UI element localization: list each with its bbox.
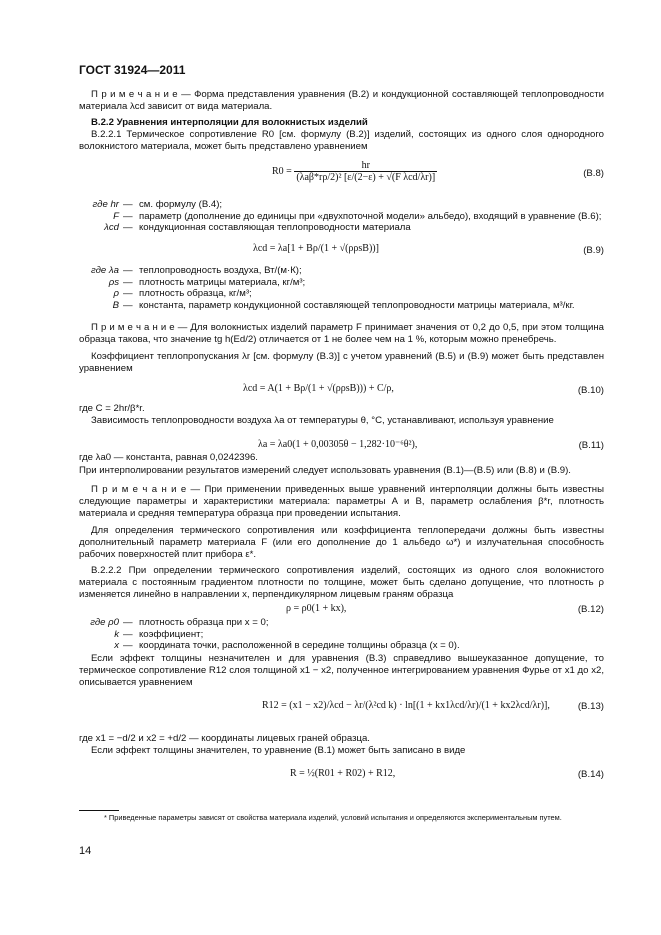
equation-b12: ρ = ρ0(1 + kx), — [286, 603, 347, 614]
page-number: 14 — [79, 845, 92, 857]
eq8-lhs: R0 = — [272, 165, 292, 177]
paragraph-interpolation: При интерполировании результатов измерений следует использовать уравнения (В.1)—(В.5) или (В.8) и (В.9). — [79, 465, 571, 476]
definitions-3: где ρ0 — плотность образца при x = 0; k — коэффициент; x — координата точки, расположенной в середине толщины образца (x = 0). — [79, 617, 619, 652]
def-sym: ρ — [113, 288, 119, 299]
def-text: константа, параметр кондукционной составляющей теплопроводности матрицы материала, м³/кг. — [139, 299, 575, 311]
section-title: В.2.2 Уравнения интерполяции для волокнистых изделий — [91, 117, 368, 128]
equation-b11: λa = λa0(1 + 0,00305θ − 1,282·10⁻⁶θ²), — [258, 439, 418, 450]
def-text: кондукционная составляющая теплопроводности материала — [139, 222, 411, 233]
eq8-denominator: (λaβ*rρ/2)² [ε/(2−ε) + √(F λcd/λr)] — [296, 172, 436, 183]
paragraph-thin: Если эффект толщины незначителен и для уравнения (В.3) справедливо вышеуказанное допущение, то термическое сопротивление R12 слоя толщиной x1 − x2, полученное интегрированием уравнения Фурье от x1 до x2, описывается уравнением — [79, 653, 604, 688]
paragraph-determination: Для определения термического сопротивления или коэффициента теплопередачи должны быть известны дополнительный параметр материала F (или его дополнение до 1 альбедо ω*) и излучательная способность рабочих поверхностей плит прибора ε*. — [79, 525, 604, 560]
paragraph-b222: В.2.2.2 При определении термического сопротивления изделий, состоящих из одного слоя волокнистого материала с постоянным градиентом плотности по толщине, может быть сделано допущение, что плотность ρ изменяется линейно в направлении x, перпендикулярном лицевым граням образца — [79, 565, 604, 600]
equation-b13: R12 = (x1 − x2)/λcd − λr/(λ²cd k) · ln[(1 + kx1λcd/λr)/(1 + kx2λcd/λr)], — [262, 700, 550, 711]
definitions-2: где λa — теплопроводность воздуха, Вт/(м·К); ρs — плотность матрицы материала, кг/м³; ρ — плотность образца, кг/м³; B — константа, параметр кондукционной составляющей теплопроводности матрицы материала, м³/кг. — [79, 265, 619, 311]
eq8-fraction — [294, 160, 437, 183]
def-sym: λcd — [104, 222, 119, 233]
paragraph-b221: В.2.2.1 Термическое сопротивление R0 [см. формулу (В.2)] изделий, состоящих из одного слоя однородного волокнистого материала, может быть представлено уравнением — [79, 129, 604, 152]
definitions-1: где hr — см. формулу (В.4); F — параметр (дополнение до единицы при «двухпоточной модели» альбедо), входящий в уравнение (В.6); λcd — кондукционная составляющая теплопроводности материала — [79, 199, 619, 234]
def-sym: k — [114, 628, 119, 640]
note-1: П р и м е ч а н и е — Форма представления уравнения (В.2) и кондукционной составляющей теплопроводности материала λcd зависит от вида материала. — [79, 89, 604, 112]
where-x: где x1 = −d/2 и x2 = +d/2 — координаты лицевых граней образца. — [79, 733, 370, 744]
def-text: плотность образца при x = 0; — [139, 617, 269, 628]
equation-b10-label: (В.10) — [577, 385, 604, 396]
note-3: П р и м е ч а н и е — При применении приведенных выше уравнений интерполяции должны быть известны следующие параметры и характеристики материала: параметры А и В, параметр ослабления β*r, плотность материала и средняя температура образца при проведении испытания. — [79, 484, 604, 519]
equation-b9-label: (В.9) — [583, 245, 604, 256]
def-text: см. формулу (В.4); — [139, 199, 223, 210]
def-sym: где hr — [92, 199, 119, 210]
paragraph-coefficient: Коэффициент теплопропускания λr [см. формулу (В.3)] с учетом уравнений (В.5) и (В.9) может быть представлен уравнением — [79, 351, 604, 374]
def-text: плотность образца, кг/м³; — [139, 288, 252, 299]
def-sym: B — [112, 299, 119, 311]
equation-b14-label: (В.14) — [577, 769, 604, 780]
equation-b8-label: (В.8) — [583, 168, 604, 179]
equation-b8 — [272, 160, 437, 183]
def-text: теплопроводность воздуха, Вт/(м·К); — [139, 265, 302, 276]
def-text: параметр (дополнение до единицы при «двухпоточной модели» альбедо), входящий в уравнение (В.6); — [139, 210, 602, 222]
def-sym: x — [114, 640, 119, 651]
footnote: * Приведенные параметры зависят от свойства материала изделий, условий испытания и определяются экспериментальным путем. — [104, 813, 562, 822]
equation-b14: R = ½(R01 + R02) + R12, — [290, 768, 396, 779]
where-c: где C = 2hr/β*r. — [79, 403, 145, 414]
def-text: плотность матрицы материала, кг/м³; — [139, 276, 306, 288]
def-sym: ρs — [108, 276, 119, 288]
equation-b13-label: (В.13) — [577, 701, 604, 712]
paragraph-air: Зависимость теплопроводности воздуха λa от температуры θ, °С, устанавливают, используя уравнение — [91, 415, 554, 426]
def-text: коэффициент; — [139, 628, 204, 640]
document-header: ГОСТ 31924—2011 — [79, 63, 186, 77]
equation-b12-label: (В.12) — [577, 604, 604, 615]
where-la0: где λa0 — константа, равная 0,0242396. — [79, 452, 258, 463]
equation-b9: λcd = λa[1 + Bρ/(1 + √(ρρsB))] — [253, 243, 379, 254]
footnote-divider — [79, 810, 119, 811]
equation-b11-label: (В.11) — [578, 440, 604, 451]
paragraph-thick: Если эффект толщины значителен, то уравнение (В.1) может быть записано в виде — [91, 745, 466, 756]
def-sym: где λa — [91, 265, 119, 276]
equation-b10: λcd = A(1 + Bρ/(1 + √(ρρsB))) + C/ρ, — [243, 383, 394, 394]
eq8-numerator: hr — [294, 160, 437, 172]
def-sym: где ρ0 — [90, 617, 119, 628]
note-2: П р и м е ч а н и е — Для волокнистых изделий параметр F принимает значения от 0,2 до 0,5, при этом толщина образца такова, что значение tg h(Ed/2) отличается от 1 не более чем на 1 %, которым можно пренебречь. — [79, 322, 604, 345]
def-text: координата точки, расположенной в середине толщины образца (x = 0). — [139, 640, 460, 651]
def-sym: F — [113, 210, 119, 222]
